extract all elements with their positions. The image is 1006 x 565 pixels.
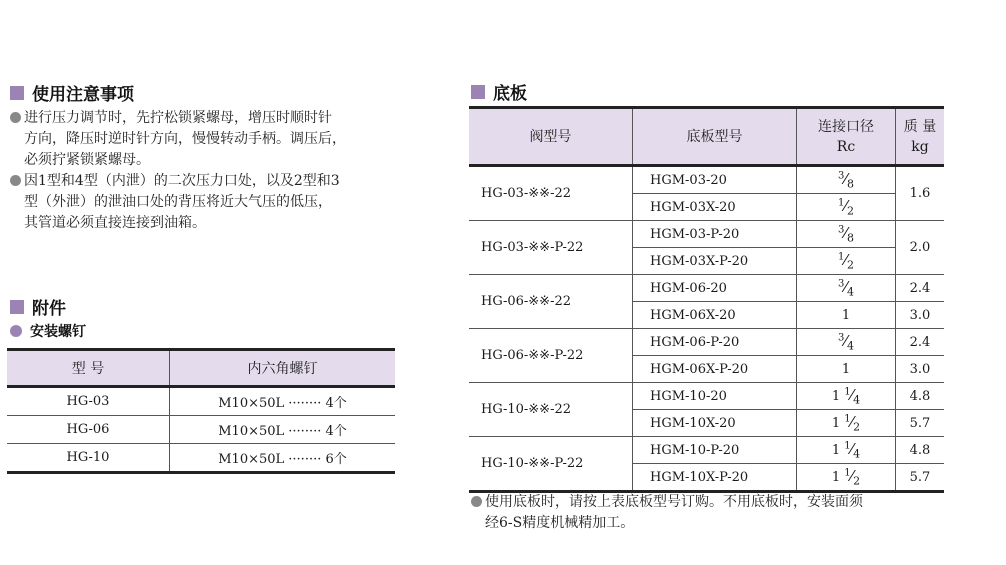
usage-notes-title (10, 80, 134, 105)
valve-model-cell: HG-03-※※-22 (469, 166, 633, 221)
header-port-size: 连接口径 Rc (797, 108, 896, 166)
note-line: 因1型和4型（内泄）的二次压力口处，以及2型和3 (10, 171, 346, 192)
table-row (469, 329, 944, 356)
mass-cell: 2.0 (896, 221, 945, 275)
valve-model-cell: HG-10-※※-22 (469, 383, 633, 437)
table-row (469, 437, 944, 464)
table-header-row (7, 350, 395, 387)
plate-model-cell: HGM-10-P-20 (633, 437, 797, 464)
valve-model-cell: HG-10-※※-P-22 (469, 437, 633, 492)
accessory-subtitle-text: 安装螺钉 (30, 324, 86, 340)
plate-model-cell: HGM-03X-P-20 (633, 248, 797, 275)
port-size-cell: $^1⁄_2$ (797, 194, 896, 221)
plate-model-cell: HGM-10X-P-20 (633, 464, 797, 492)
valve-model-cell: HG-06-※※-P-22 (469, 329, 633, 383)
plate-model-cell: HGM-03-20 (633, 166, 797, 194)
usage-notes-title-text: 使用注意事项 (32, 85, 134, 105)
plate-model-cell: HGM-03X-20 (633, 194, 797, 221)
mass-cell: 4.8 (896, 383, 945, 410)
circle-bullet-icon (10, 325, 22, 337)
port-size-cell: 1 $^1⁄_4$ (797, 437, 896, 464)
mass-cell: 3.0 (896, 302, 945, 329)
mass-cell: 3.0 (896, 356, 945, 383)
mass-cell: 2.4 (896, 275, 945, 302)
accessory-title (10, 294, 66, 319)
plate-model-cell: HGM-06X-P-20 (633, 356, 797, 383)
table-header-row (469, 108, 944, 166)
circle-bullet-icon (471, 496, 482, 507)
valve-model-cell: HG-06-※※-22 (469, 275, 633, 329)
table-row (469, 383, 944, 410)
base-plate-title-text: 底板 (493, 84, 527, 104)
table-row: HG-10 M10×50L ········ 6个 (7, 444, 395, 473)
circle-bullet-icon (10, 112, 21, 123)
table-row (469, 275, 944, 302)
note-line: 进行压力调节时，先拧松锁紧螺母，增压时顺时针 (10, 108, 346, 129)
base-plate-table (469, 106, 944, 493)
port-size-cell: 1 $^1⁄_2$ (797, 464, 896, 492)
port-size-cell: $^1⁄_2$ (797, 248, 896, 275)
port-size-cell: 1 (797, 356, 896, 383)
square-bullet-icon (471, 85, 485, 99)
plate-model-cell: HGM-03-P-20 (633, 221, 797, 248)
header-mass: 质 量 kg (896, 108, 945, 166)
accessory-table (7, 348, 395, 474)
mass-cell: 5.7 (896, 410, 945, 437)
note-line: 必须拧紧锁紧螺母。 (24, 152, 150, 168)
accessory-subtitle (10, 321, 86, 341)
note-line: 方向，降压时逆时针方向，慢慢转动手柄。调压后， (24, 131, 346, 147)
port-size-cell: $^3⁄_8$ (797, 166, 896, 194)
port-size-cell: 1 $^1⁄_4$ (797, 383, 896, 410)
plate-model-cell: HGM-10-20 (633, 383, 797, 410)
port-size-cell: $^3⁄_8$ (797, 221, 896, 248)
base-plate-title (471, 79, 527, 104)
mass-cell: 2.4 (896, 329, 945, 356)
mass-cell: 4.8 (896, 437, 945, 464)
square-bullet-icon (10, 86, 24, 100)
valve-model-cell: HG-03-※※-P-22 (469, 221, 633, 275)
port-size-cell: $^3⁄_4$ (797, 329, 896, 356)
table-row (469, 166, 944, 194)
header-model: 型 号 (7, 350, 170, 387)
square-bullet-icon (10, 300, 24, 314)
accessory-title-text: 附件 (32, 299, 66, 319)
note-line: 型（外泄）的泄油口处的背压将近大气压的低压， (24, 194, 332, 210)
mass-cell: 5.7 (896, 464, 945, 492)
port-size-cell: 1 (797, 302, 896, 329)
usage-notes (10, 108, 346, 234)
table-row (469, 221, 944, 248)
base-plate-footnote: 使用底板时，请按上表底板型号订购。不用底板时，安装面须 经6-S精度机械精加工。 (471, 492, 863, 534)
plate-model-cell: HGM-06-20 (633, 275, 797, 302)
note-line: 其管道必须直接连接到油箱。 (24, 215, 206, 231)
mass-cell: 1.6 (896, 166, 945, 221)
port-size-cell: 1 $^1⁄_2$ (797, 410, 896, 437)
plate-model-cell: HGM-10X-20 (633, 410, 797, 437)
header-valve-model: 阀型号 (469, 108, 633, 166)
circle-bullet-icon (10, 175, 21, 186)
plate-model-cell: HGM-06X-20 (633, 302, 797, 329)
header-screw: 内六角螺钉 (170, 350, 396, 387)
port-size-cell: $^3⁄_4$ (797, 275, 896, 302)
plate-model-cell: HGM-06-P-20 (633, 329, 797, 356)
table-row: HG-03 M10×50L ········ 4个 (7, 387, 395, 416)
table-row: HG-06 M10×50L ········ 4个 (7, 416, 395, 444)
base-plate-table-body (469, 166, 944, 492)
header-plate-model: 底板型号 (633, 108, 797, 166)
